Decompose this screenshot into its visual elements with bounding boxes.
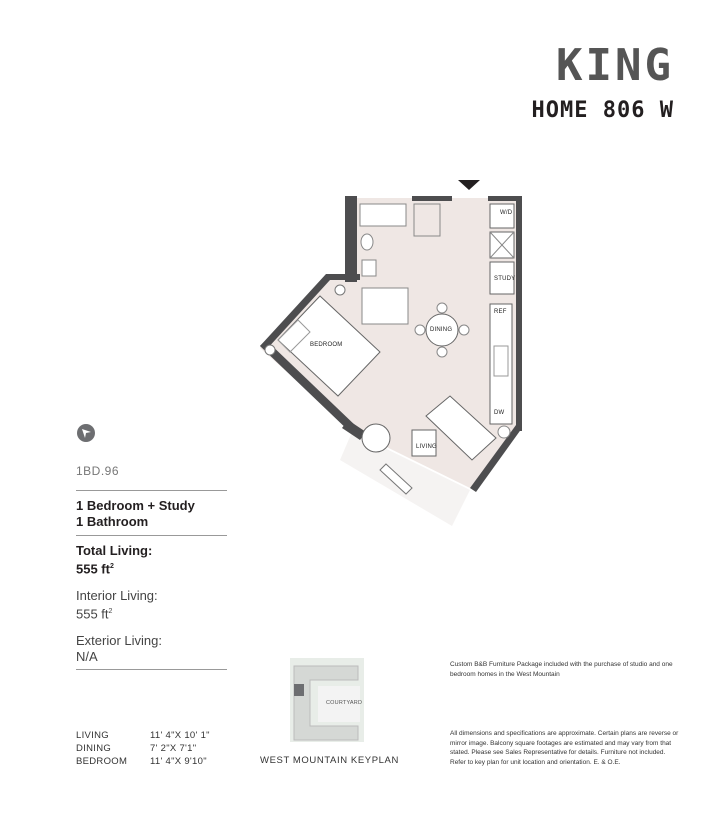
- plan-label-ref: REF: [494, 309, 507, 315]
- dimension-size: 11' 4"X 10' 1": [150, 730, 210, 741]
- disclaimer-note: All dimensions and specifications are approximate. Certain plans are reverse or mirror image. Balcony square footages are estimated and may vary from that stated. Please see Sales Representative for details. Furniture not included. Refer to key plan for unit location and orientation. E. & O.E.: [450, 730, 679, 766]
- divider: [76, 490, 227, 491]
- home-title: HOME 806 W: [531, 98, 674, 123]
- entry-arrow: [458, 180, 480, 190]
- plan-label-study: STUDY: [494, 276, 516, 282]
- exterior-living-value: N/A: [76, 649, 98, 664]
- compass-icon: [77, 424, 95, 442]
- brand-logo: KING: [556, 40, 674, 91]
- dimension-room-list: [76, 729, 127, 768]
- furniture-note: Custom B&B Furniture Package included with the purchase of studio and one bedroom homes in the West Mountain: [450, 661, 673, 678]
- dimension-room: LIVING: [76, 730, 109, 741]
- total-living-label: Total Living:: [76, 543, 153, 558]
- washer-dryer: [490, 204, 514, 228]
- armchair: [362, 424, 390, 452]
- bathtub: [360, 204, 406, 226]
- floor-plan: [240, 170, 540, 550]
- toilet: [361, 234, 373, 250]
- dimension-room: BEDROOM: [76, 756, 128, 767]
- sink: [362, 260, 376, 276]
- dimension-size: 11' 4"X 9'10": [150, 756, 207, 767]
- bathrooms-line: 1 Bathroom: [76, 514, 149, 529]
- exterior-living-label: Exterior Living:: [76, 633, 162, 648]
- dimension-size: 7' 2"X 7'1": [150, 743, 197, 754]
- keyplan-caption: WEST MOUNTAIN KEYPLAN: [260, 755, 399, 766]
- interior-living-value: 555 $ft^2$: [76, 606, 113, 622]
- plan-label-dw: DW: [494, 410, 505, 416]
- kitchen-counter: [490, 304, 512, 424]
- plan-label-wd: W/D: [500, 210, 513, 216]
- plan-label-dining: DINING: [430, 327, 453, 333]
- unit-code: 1BD.96: [76, 464, 120, 478]
- divider: [76, 669, 227, 670]
- dimension-size-list: [150, 729, 210, 768]
- total-living-value: 555 $ft^2$: [76, 561, 114, 577]
- nightstand: [265, 345, 275, 355]
- interior-living-label: Interior Living:: [76, 588, 158, 603]
- bedrooms-line: 1 Bedroom + Study: [76, 498, 195, 513]
- keyplan-unit-highlight: [294, 684, 304, 696]
- divider: [76, 535, 227, 536]
- plan-label-bedroom: BEDROOM: [310, 342, 343, 348]
- dimension-room: DINING: [76, 743, 112, 754]
- wardrobe: [362, 288, 408, 324]
- plant: [498, 426, 510, 438]
- plan-label-living: LIVING: [416, 444, 437, 450]
- keyplan-courtyard-label: COURTYARD: [326, 700, 363, 706]
- coffee-table: [412, 430, 436, 456]
